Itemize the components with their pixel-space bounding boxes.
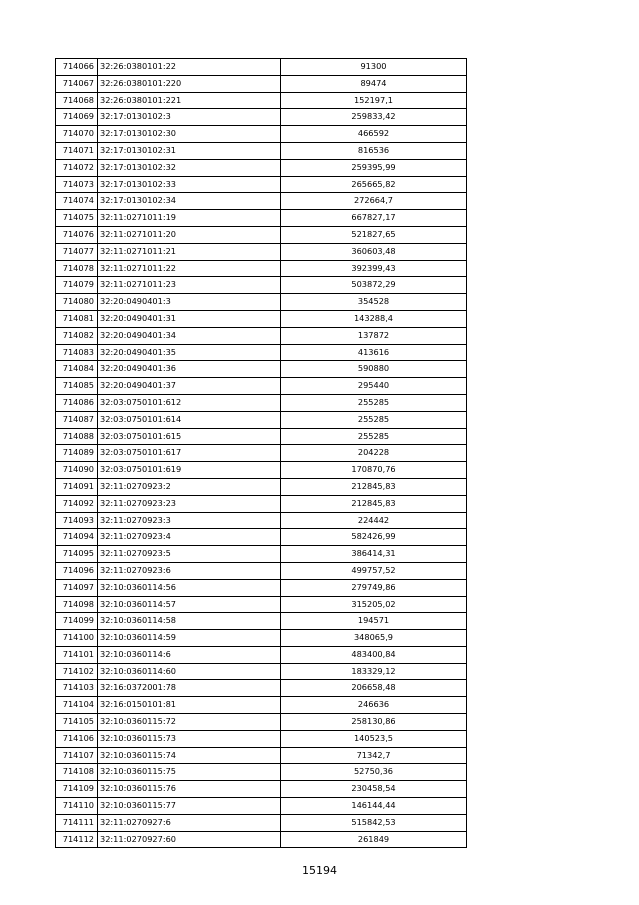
row-id-cell: 714067 <box>56 75 98 92</box>
cadastral-number-cell: 32:20:0490401:37 <box>98 378 281 395</box>
table-row <box>56 327 467 344</box>
cadastral-number-cell: 32:11:0271011:23 <box>98 277 281 294</box>
value-cell: 265665,82 <box>281 176 467 193</box>
table-row <box>56 310 467 327</box>
table-row <box>56 798 467 815</box>
value-cell: 515842,53 <box>281 814 467 831</box>
table-row <box>56 277 467 294</box>
row-id-cell: 714097 <box>56 579 98 596</box>
cadastral-number-cell: 32:26:0380101:22 <box>98 59 281 76</box>
row-id-cell: 714094 <box>56 529 98 546</box>
table-row <box>56 394 467 411</box>
cadastral-number-cell: 32:10:0360114:59 <box>98 630 281 647</box>
value-cell: 52750,36 <box>281 764 467 781</box>
value-cell: 466592 <box>281 126 467 143</box>
row-id-cell: 714081 <box>56 310 98 327</box>
value-cell: 279749,86 <box>281 579 467 596</box>
cadastral-number-cell: 32:20:0490401:34 <box>98 327 281 344</box>
cadastral-number-cell: 32:10:0360115:76 <box>98 781 281 798</box>
row-id-cell: 714103 <box>56 680 98 697</box>
value-cell: 183329,12 <box>281 663 467 680</box>
cadastral-number-cell: 32:11:0270923:4 <box>98 529 281 546</box>
table-row <box>56 495 467 512</box>
value-cell: 483400,84 <box>281 646 467 663</box>
row-id-cell: 714084 <box>56 361 98 378</box>
table-row <box>56 512 467 529</box>
table-row <box>56 59 467 76</box>
value-cell: 255285 <box>281 428 467 445</box>
value-cell: 89474 <box>281 75 467 92</box>
value-cell: 386414,31 <box>281 546 467 563</box>
table-row <box>56 243 467 260</box>
table-row <box>56 714 467 731</box>
value-cell: 224442 <box>281 512 467 529</box>
value-cell: 503872,29 <box>281 277 467 294</box>
table-row <box>56 126 467 143</box>
row-id-cell: 714088 <box>56 428 98 445</box>
cadastral-number-cell: 32:17:0130102:3 <box>98 109 281 126</box>
table-row <box>56 680 467 697</box>
row-id-cell: 714104 <box>56 697 98 714</box>
cadastral-number-cell: 32:10:0360114:6 <box>98 646 281 663</box>
cadastral-number-cell: 32:11:0270923:2 <box>98 478 281 495</box>
value-cell: 590880 <box>281 361 467 378</box>
value-cell: 667827,17 <box>281 210 467 227</box>
row-id-cell: 714093 <box>56 512 98 529</box>
row-id-cell: 714068 <box>56 92 98 109</box>
table-row <box>56 109 467 126</box>
cadastral-number-cell: 32:03:0750101:619 <box>98 462 281 479</box>
cadastral-number-cell: 32:17:0130102:31 <box>98 142 281 159</box>
value-cell: 143288,4 <box>281 310 467 327</box>
row-id-cell: 714100 <box>56 630 98 647</box>
value-cell: 204228 <box>281 445 467 462</box>
cadastral-number-cell: 32:17:0130102:32 <box>98 159 281 176</box>
table-row <box>56 378 467 395</box>
cadastral-number-cell: 32:17:0130102:33 <box>98 176 281 193</box>
row-id-cell: 714069 <box>56 109 98 126</box>
cadastral-number-cell: 32:20:0490401:3 <box>98 294 281 311</box>
cadastral-number-cell: 32:26:0380101:221 <box>98 92 281 109</box>
table-row <box>56 613 467 630</box>
row-id-cell: 714072 <box>56 159 98 176</box>
row-id-cell: 714109 <box>56 781 98 798</box>
table-row <box>56 663 467 680</box>
cadastral-number-cell: 32:17:0130102:34 <box>98 193 281 210</box>
value-cell: 582426,99 <box>281 529 467 546</box>
row-id-cell: 714090 <box>56 462 98 479</box>
row-id-cell: 714110 <box>56 798 98 815</box>
cadastral-number-cell: 32:16:0150101:81 <box>98 697 281 714</box>
row-id-cell: 714089 <box>56 445 98 462</box>
row-id-cell: 714099 <box>56 613 98 630</box>
cadastral-number-cell: 32:16:0372001:78 <box>98 680 281 697</box>
cadastral-number-cell: 32:10:0360114:57 <box>98 596 281 613</box>
value-cell: 354528 <box>281 294 467 311</box>
cadastral-number-cell: 32:11:0271011:22 <box>98 260 281 277</box>
cadastral-number-cell: 32:03:0750101:612 <box>98 394 281 411</box>
table-row <box>56 142 467 159</box>
value-cell: 212845,83 <box>281 495 467 512</box>
row-id-cell: 714074 <box>56 193 98 210</box>
row-id-cell: 714092 <box>56 495 98 512</box>
table-row <box>56 226 467 243</box>
row-id-cell: 714102 <box>56 663 98 680</box>
value-cell: 246636 <box>281 697 467 714</box>
value-cell: 140523,5 <box>281 730 467 747</box>
row-id-cell: 714082 <box>56 327 98 344</box>
table-row <box>56 478 467 495</box>
row-id-cell: 714087 <box>56 411 98 428</box>
table-row <box>56 344 467 361</box>
value-cell: 137872 <box>281 327 467 344</box>
cadastral-number-cell: 32:10:0360115:73 <box>98 730 281 747</box>
table-row <box>56 747 467 764</box>
table-row <box>56 831 467 848</box>
cadastral-number-cell: 32:20:0490401:35 <box>98 344 281 361</box>
row-id-cell: 714101 <box>56 646 98 663</box>
value-cell: 258130,86 <box>281 714 467 731</box>
cadastral-number-cell: 32:03:0750101:617 <box>98 445 281 462</box>
cadastral-number-cell: 32:20:0490401:36 <box>98 361 281 378</box>
table-row <box>56 529 467 546</box>
row-id-cell: 714107 <box>56 747 98 764</box>
row-id-cell: 714095 <box>56 546 98 563</box>
table-row <box>56 92 467 109</box>
value-cell: 91300 <box>281 59 467 76</box>
cadastral-number-cell: 32:11:0270923:23 <box>98 495 281 512</box>
table-row <box>56 260 467 277</box>
value-cell: 255285 <box>281 411 467 428</box>
row-id-cell: 714108 <box>56 764 98 781</box>
table-row <box>56 428 467 445</box>
value-cell: 170870,76 <box>281 462 467 479</box>
row-id-cell: 714083 <box>56 344 98 361</box>
cadastral-number-cell: 32:11:0270923:5 <box>98 546 281 563</box>
table-row <box>56 75 467 92</box>
table-row <box>56 764 467 781</box>
row-id-cell: 714086 <box>56 394 98 411</box>
table-row <box>56 210 467 227</box>
cadastral-number-cell: 32:11:0270927:6 <box>98 814 281 831</box>
value-cell: 272664,7 <box>281 193 467 210</box>
cadastral-number-cell: 32:11:0271011:21 <box>98 243 281 260</box>
cadastral-number-cell: 32:03:0750101:615 <box>98 428 281 445</box>
row-id-cell: 714111 <box>56 814 98 831</box>
cadastral-number-cell: 32:10:0360115:77 <box>98 798 281 815</box>
cadastral-number-cell: 32:11:0270923:3 <box>98 512 281 529</box>
row-id-cell: 714085 <box>56 378 98 395</box>
value-cell: 212845,83 <box>281 478 467 495</box>
row-id-cell: 714071 <box>56 142 98 159</box>
cadastral-number-cell: 32:11:0270927:60 <box>98 831 281 848</box>
row-id-cell: 714075 <box>56 210 98 227</box>
value-cell: 816536 <box>281 142 467 159</box>
data-table <box>55 58 467 848</box>
table-row <box>56 462 467 479</box>
value-cell: 206658,48 <box>281 680 467 697</box>
value-cell: 360603,48 <box>281 243 467 260</box>
table-row <box>56 579 467 596</box>
value-cell: 146144,44 <box>281 798 467 815</box>
row-id-cell: 714073 <box>56 176 98 193</box>
row-id-cell: 714106 <box>56 730 98 747</box>
row-id-cell: 714070 <box>56 126 98 143</box>
value-cell: 413616 <box>281 344 467 361</box>
value-cell: 295440 <box>281 378 467 395</box>
value-cell: 255285 <box>281 394 467 411</box>
cadastral-number-cell: 32:20:0490401:31 <box>98 310 281 327</box>
value-cell: 315205,02 <box>281 596 467 613</box>
cadastral-number-cell: 32:26:0380101:220 <box>98 75 281 92</box>
cadastral-number-cell: 32:03:0750101:614 <box>98 411 281 428</box>
table-row <box>56 159 467 176</box>
row-id-cell: 714112 <box>56 831 98 848</box>
cadastral-number-cell: 32:11:0271011:20 <box>98 226 281 243</box>
cadastral-number-cell: 32:10:0360115:74 <box>98 747 281 764</box>
value-cell: 259833,42 <box>281 109 467 126</box>
table-row <box>56 361 467 378</box>
row-id-cell: 714079 <box>56 277 98 294</box>
row-id-cell: 714091 <box>56 478 98 495</box>
row-id-cell: 714096 <box>56 562 98 579</box>
table-row <box>56 596 467 613</box>
table-row <box>56 193 467 210</box>
row-id-cell: 714066 <box>56 59 98 76</box>
cadastral-number-cell: 32:10:0360115:75 <box>98 764 281 781</box>
value-cell: 392399,43 <box>281 260 467 277</box>
cadastral-number-cell: 32:10:0360114:58 <box>98 613 281 630</box>
table-row <box>56 814 467 831</box>
table-body <box>56 59 467 848</box>
table-row <box>56 697 467 714</box>
cadastral-number-cell: 32:17:0130102:30 <box>98 126 281 143</box>
cadastral-number-cell: 32:10:0360114:56 <box>98 579 281 596</box>
value-cell: 261849 <box>281 831 467 848</box>
value-cell: 259395,99 <box>281 159 467 176</box>
table-row <box>56 546 467 563</box>
value-cell: 499757,52 <box>281 562 467 579</box>
table-row <box>56 562 467 579</box>
value-cell: 194571 <box>281 613 467 630</box>
cadastral-number-cell: 32:10:0360115:72 <box>98 714 281 731</box>
row-id-cell: 714077 <box>56 243 98 260</box>
table-row <box>56 730 467 747</box>
table-row <box>56 176 467 193</box>
cadastral-number-cell: 32:10:0360114:60 <box>98 663 281 680</box>
table-row <box>56 630 467 647</box>
value-cell: 230458,54 <box>281 781 467 798</box>
table-row <box>56 294 467 311</box>
table-row <box>56 445 467 462</box>
table-row <box>56 411 467 428</box>
value-cell: 521827,65 <box>281 226 467 243</box>
row-id-cell: 714105 <box>56 714 98 731</box>
row-id-cell: 714098 <box>56 596 98 613</box>
table-row <box>56 781 467 798</box>
row-id-cell: 714078 <box>56 260 98 277</box>
value-cell: 71342,7 <box>281 747 467 764</box>
value-cell: 152197,1 <box>281 92 467 109</box>
row-id-cell: 714080 <box>56 294 98 311</box>
value-cell: 348065,9 <box>281 630 467 647</box>
page-number: 15194 <box>302 864 337 877</box>
row-id-cell: 714076 <box>56 226 98 243</box>
cadastral-number-cell: 32:11:0270923:6 <box>98 562 281 579</box>
table-row <box>56 646 467 663</box>
cadastral-number-cell: 32:11:0271011:19 <box>98 210 281 227</box>
